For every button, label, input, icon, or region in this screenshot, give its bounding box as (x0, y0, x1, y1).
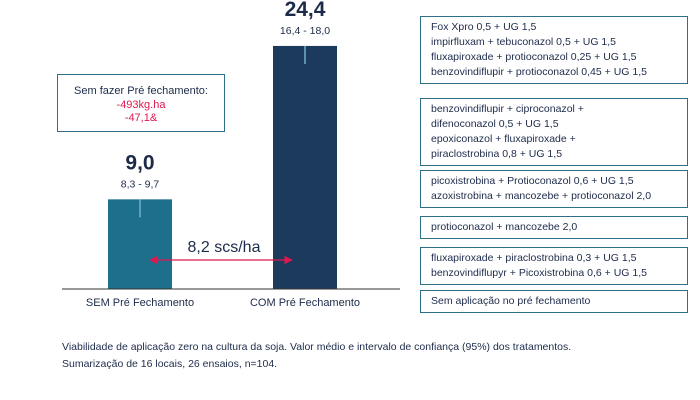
category-label-0: SEM Pré Fechamento (85, 297, 195, 309)
caption-line-1: Viabilidade de aplicação zero na cultura da soja. Valor médio e intervalo de confiança (95%) dos tratamentos. (62, 341, 572, 353)
treatment-box (420, 216, 688, 239)
treatment-line: Fox Xpro 0,5 + UG 1,5 (431, 21, 537, 33)
treatment-box (420, 247, 688, 285)
value-label-0: 9,0 (125, 151, 155, 175)
bar-com (273, 46, 337, 289)
callout-title: Sem fazer Pré fechamento: (74, 85, 208, 97)
bar-chart (0, 0, 420, 330)
treatment-line: piraclostrobina 0,8 + UG 1,5 (431, 148, 563, 160)
callout-loss-kg: -493kg.ha (116, 99, 166, 111)
treatment-line: epoxiconazol + fluxapiroxade + (431, 133, 576, 145)
treatment-line: Sem aplicação no pré fechamento (431, 295, 591, 307)
difference-label: 8,2 scs/ha (187, 239, 261, 256)
treatment-box (420, 290, 688, 313)
treatment-box (420, 170, 688, 208)
interval-label-1: 16,4 - 18,0 (279, 24, 331, 37)
treatment-box (420, 16, 688, 84)
treatment-line: fluxapiroxade + piraclostrobina 0,3 + UG 1,5 (431, 252, 637, 264)
callout-loss-percent: -47,1& (124, 112, 158, 124)
caption-line-2: Sumarização de 16 locais, 26 ensaios, n=104. (62, 358, 278, 370)
treatment-line: picoxistrobina + Protioconazol 0,6 + UG 1,5 (431, 175, 634, 187)
treatment-line: protioconazol + mancozebe 2,0 (431, 221, 578, 233)
treatment-box (420, 98, 688, 166)
interval-label-0: 8,3 - 9,7 (120, 178, 160, 191)
treatment-line: benzovindiflupir + ciproconazol + (431, 103, 584, 115)
treatment-line: benzovindiflupyr + Picoxistrobina 0,6 + UG 1,5 (431, 267, 647, 279)
category-label-1: COM Pré Fechamento (249, 297, 361, 309)
treatment-line: fluxapiroxade + protioconazol 0,25 + UG 1,5 (431, 51, 637, 63)
treatment-line: benzovindiflupir + protioconazol 0,45 + UG 1,5 (431, 66, 647, 78)
treatment-line: difenoconazol 0,5 + UG 1,5 (431, 118, 559, 130)
treatment-line: azoxistrobina + mancozebe + protioconazol 2,0 (431, 190, 652, 202)
callout-box (57, 74, 225, 132)
value-label-1: 24,4 (284, 0, 326, 21)
treatment-line: impirfluxam + tebuconazol 0,5 + UG 1,5 (431, 36, 617, 48)
